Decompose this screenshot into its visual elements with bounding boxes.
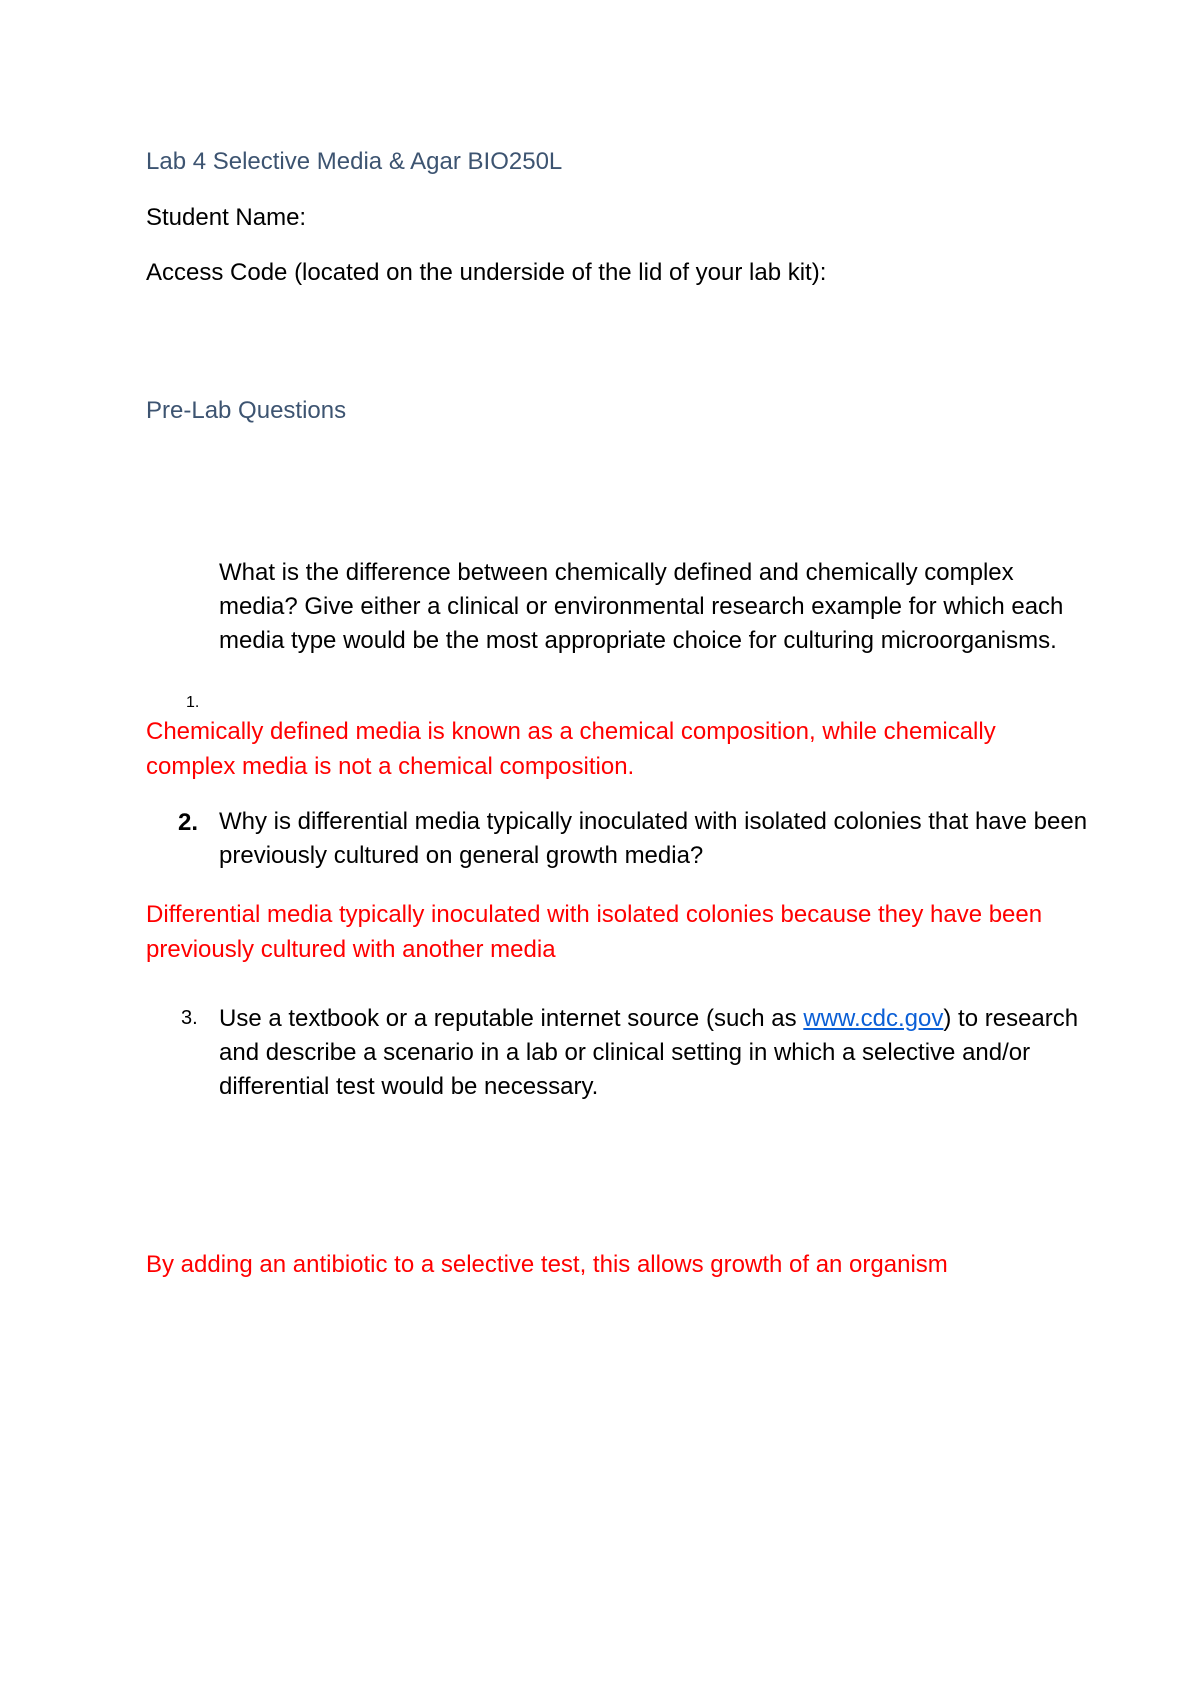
question-3-number: 3. xyxy=(181,1007,198,1029)
student-name-label: Student Name: xyxy=(146,204,307,231)
question-3-text-before-link: Use a textbook or a reputable internet source (such as xyxy=(219,1005,804,1032)
question-2-text: Why is differential media typically inoculated with isolated colonies that have been previously cultured on general growth media? xyxy=(219,808,1088,869)
document-title: Lab 4 Selective Media & Agar BIO250L xyxy=(146,148,563,175)
answer-3: By adding an antibiotic to a selective test, this allows growth of an organism xyxy=(146,1251,948,1278)
answer-2: Differential media typically inoculated with isolated colonies because they have been previously cultured with another media xyxy=(146,901,1043,963)
access-code-label: Access Code (located on the underside of the lid of your lab kit): xyxy=(146,259,827,286)
cdc-link[interactable]: www.cdc.gov xyxy=(803,1005,944,1032)
question-1-number: 1. xyxy=(186,694,200,711)
question-2-number: 2. xyxy=(178,809,199,836)
section-heading: Pre-Lab Questions xyxy=(146,397,347,424)
answer-1: Chemically defined media is known as a chemical composition, while chemically complex media is not a chemical composition. xyxy=(146,718,996,780)
question-3-text xyxy=(219,1002,1099,1104)
question-3-text-after-link: ) to research and describe a scenario in a lab or clinical setting in which a selective and/or differential test would be necessary. xyxy=(219,1005,1079,1100)
question-1-text: What is the difference between chemically defined and chemically complex media? Give either a clinical or environmental research example for which each media type would be the most appropriate choice for culturing microorganisms. xyxy=(219,559,1064,654)
